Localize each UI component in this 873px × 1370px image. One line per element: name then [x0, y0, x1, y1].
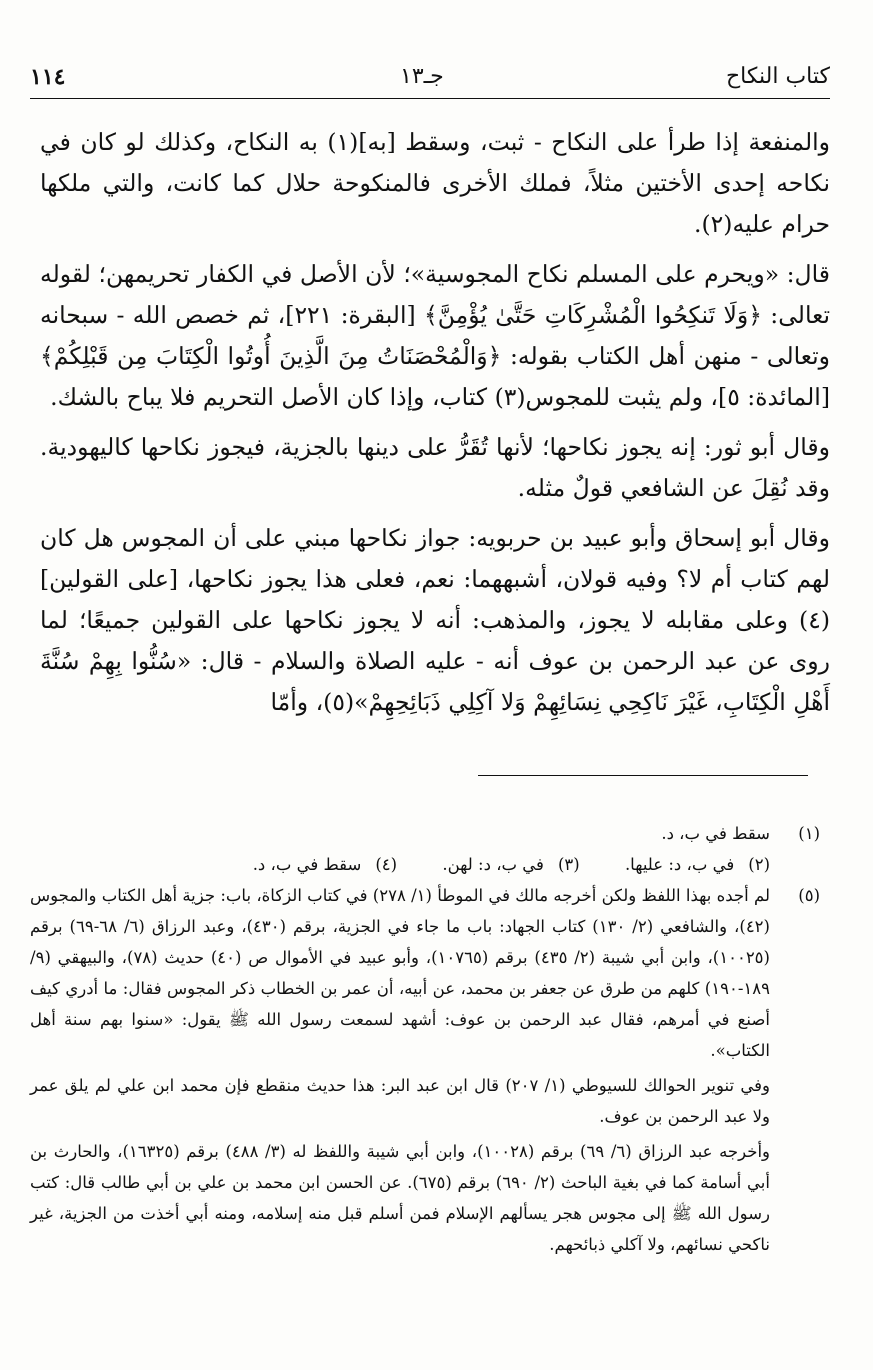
footnote-text: سقط في ب، د.	[252, 855, 362, 874]
footnote-text: في ب، د: عليها.	[624, 855, 735, 874]
volume-number: جـ١٣	[400, 64, 444, 89]
footnote-text: في ب، د: لهن.	[442, 855, 544, 874]
footnote-4	[253, 849, 397, 880]
footnote-1	[30, 818, 820, 849]
footnote-text: سقط في ب، د.	[661, 824, 770, 843]
footnote-continuation: وأخرجه عبد الرزاق (٦/ ٦٩) برقم (١٠٠٢٨)، وابن أبي شيبة واللفظ له (٣/ ٤٨٨) برقم (١٦٣٢٥)، والحارث بن أبي أسامة كما في بغية الباحث (٢/ ٦٩٠) برقم (٦٧٥). عن الحسن ابن محمد بن علي بن أبي طالب قال: كتب رسول الله ﷺ إلى مجوس هجر يسألهم الإسلام فمن أسلم قبل منه إسلامه، ومنه أبي أخذت من الجزية، غير ناكحي نسائهم، ولا آكلي ذبائحهم.	[30, 1142, 770, 1254]
paragraph: قال: «ويحرم على المسلم نكاح المجوسية»؛ لأن الأصل في الكفار تحريمهن؛ لقوله تعالى: ﴿وَلَا تَنكِحُوا الْمُشْرِكَاتِ حَتَّىٰ يُؤْمِنَّ﴾ [البقرة: ٢٢١]، ثم خصص الله - سبحانه وتعالى - منهن أهل الكتاب بقوله: ﴿وَالْمُحْصَنَاتُ مِنَ الَّذِينَ أُوتُوا الْكِتَابَ مِن قَبْلِكُمْ﴾ [المائدة: ٥]، ولم يثبت للمجوس(٣) كتاب، وإذا كان الأصل التحريم فلا يباح بالشك.	[40, 260, 830, 411]
footnote-text: لم أجده بهذا اللفظ ولكن أخرجه مالك في الموطأ (١/ ٢٧٨) في كتاب الزكاة، باب: جزية أهل الكتاب والمجوس (٤٢)، والشافعي (٢/ ١٣٠) كتاب الجهاد: باب ما جاء في الجزية، برقم (٤٣٠)، وعبد الرزاق (٦/ ٦٨-٦٩) برقم (١٠٠٢٥)، وابن أبي شيبة (٢/ ٤٣٥) برقم (١٠٧٦٥)، وأبو عبيد في الأموال ص (٤٠) حديث (٧٨)، والبيهقي (٩/ ١٨٩-١٩٠) كلهم من طرق عن جعفر بن محمد، عن أبيه، أن عمر بن الخطاب ذكر المجوس فقال: ما أدري كيف أصنع في أمرهم، فقال عبد الرحمن بن عوف: أشهد لسمعت رسول الله ﷺ يقول: «سنوا بهم سنة أهل الكتاب».	[30, 886, 770, 1060]
footnotes	[30, 818, 820, 1260]
footnote-number: (٣)	[557, 855, 580, 874]
footnote-number: (١)	[798, 824, 820, 843]
footnote-continuation: وفي تنوير الحوالك للسيوطي (١/ ٢٠٧) قال ابن عبد البر: هذا حديث منقطع فإن محمد ابن علي لم يلق عمر ولا عبد الرحمن بن عوف.	[30, 1076, 771, 1126]
footnote-number: (٢)	[748, 855, 770, 874]
page-number: ١١٤	[30, 64, 66, 90]
footnote-5	[30, 880, 820, 1260]
paragraph: وقال أبو ثور: إنه يجوز نكاحها؛ لأنها تُقَرُّ على دينها بالجزية، فيجوز نكاحها كاليهودية. وقد نُقِلَ عن الشافعي قولٌ مثله.	[40, 433, 830, 502]
footnote-row-2-4	[30, 849, 820, 880]
footnote-2	[625, 849, 770, 880]
footnote-number: (٥)	[798, 886, 820, 905]
running-header	[30, 58, 830, 99]
footnote-separator	[478, 775, 808, 776]
footnote-3	[442, 849, 579, 880]
main-text	[40, 122, 830, 732]
footnote-number: (٤)	[375, 855, 398, 874]
book-title: كتاب النكاح	[725, 64, 830, 89]
paragraph: وقال أبو إسحاق وأبو عبيد بن حربويه: جواز نكاحها مبني على أن المجوس هل كان لهم كتاب أم لا؟ وفيه قولان، أشبههما: نعم، فعلى هذا يجوز نكاحها، [على القولين](٤) وعلى مقابله لا يجوز، والمذهب: أنه لا يجوز نكاحها على القولين جميعًا؛ لما روى عن عبد الرحمن بن عوف أنه - عليه الصلاة والسلام - قال: «سُنُّوا بِهِمْ سُنَّةَ أَهْلِ الْكِتَابِ، غَيْرَ نَاكِحِي نِسَائِهِمْ وَلا آكِلِي ذَبَائِحِهِمْ»(٥)، وأمّا	[40, 524, 830, 716]
paragraph: والمنفعة إذا طرأ على النكاح - ثبت، وسقط [به](١) به النكاح، وكذلك لو كان في نكاحه إحدى الأختين مثلاً، فملك الأخرى فالمنكوحة حلال كما كانت، والتي ملكها حرام عليه(٢).	[40, 128, 830, 238]
